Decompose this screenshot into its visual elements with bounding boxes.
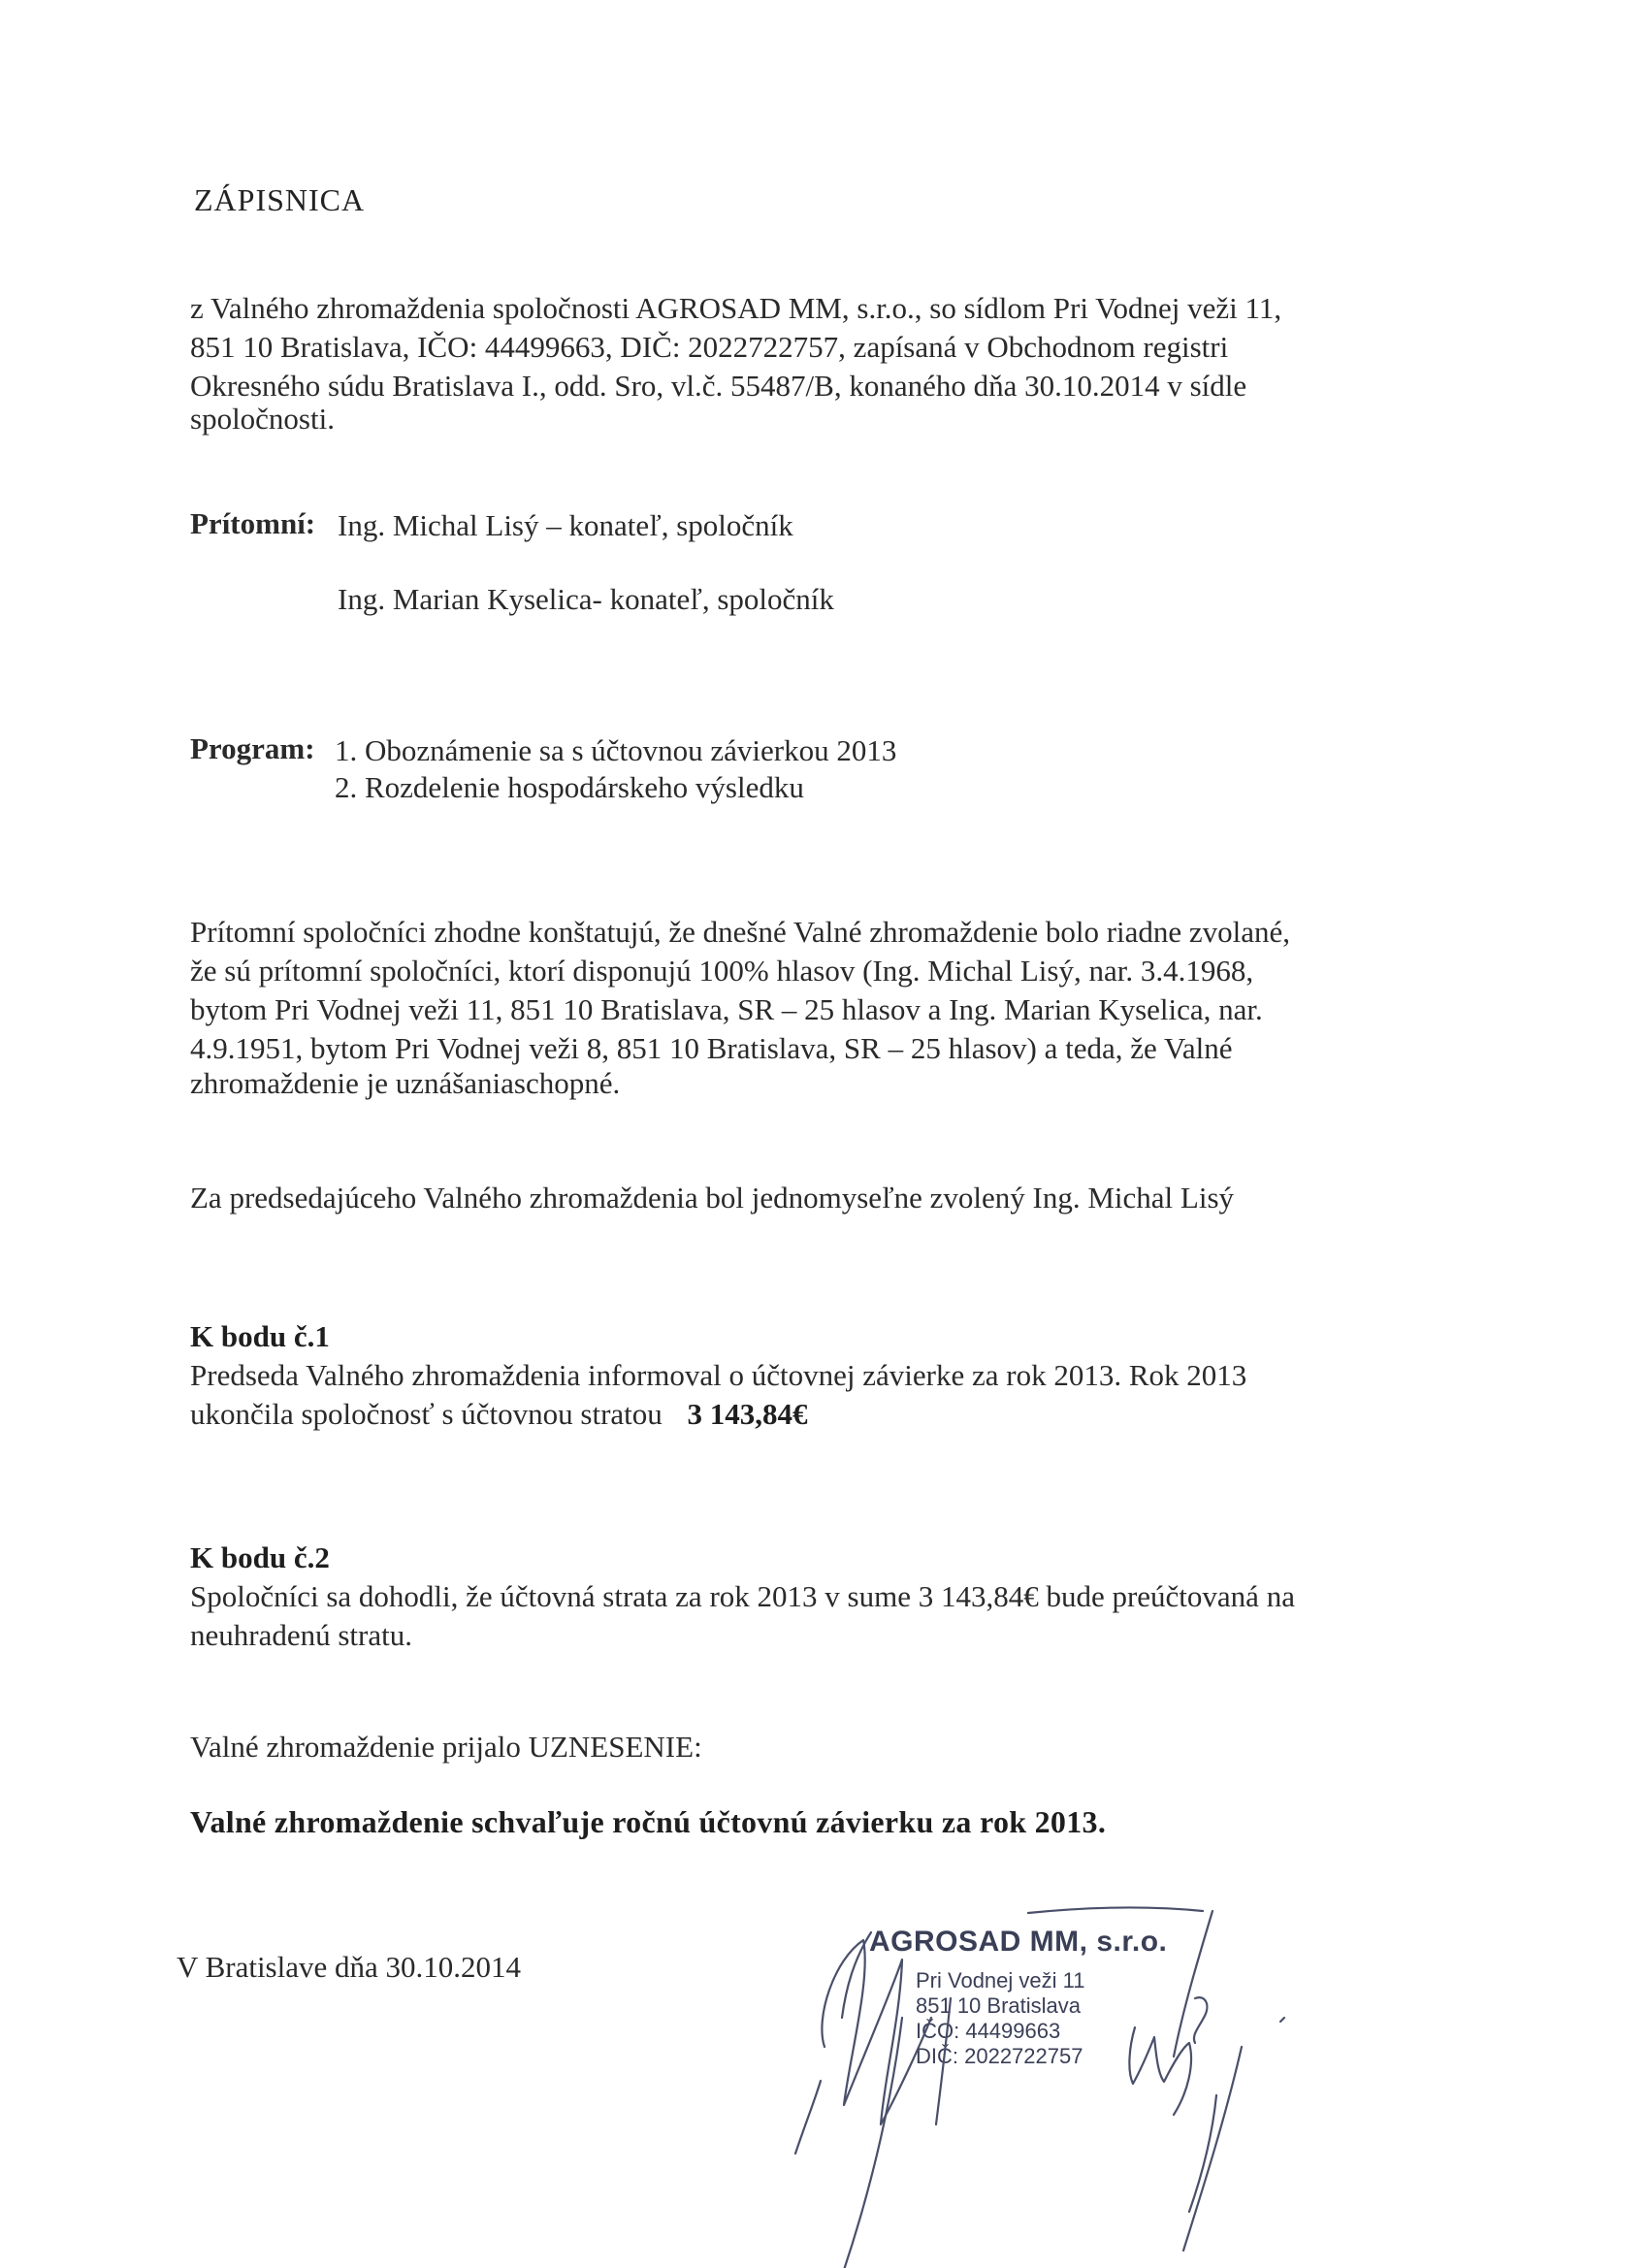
intro-line: 851 10 Bratislava, IČO: 44499663, DIČ: 2022722757, zapísaná v Obchodnom registri — [190, 330, 1229, 364]
stamp-address-line: Pri Vodnej veži 11 — [916, 1968, 1085, 1993]
point1-loss-amount: 3 143,84€ — [687, 1397, 808, 1431]
place-date: V Bratislave dňa 30.10.2014 — [177, 1950, 522, 1984]
quorum-line: 4.9.1951, bytom Pri Vodnej veži 8, 851 10 Bratislava, SR – 25 hlasov) a teda, že Valné — [190, 1031, 1233, 1065]
chair-statement: Za predsedajúceho Valného zhromaždenia bol jednomyseľne zvolený Ing. Michal Lisý — [190, 1181, 1235, 1215]
signature-left-stroke — [936, 1998, 951, 2124]
point2-line: neuhradenú stratu. — [190, 1618, 412, 1652]
signature-left — [822, 1940, 931, 2124]
stamp-address-line: 851 10 Bratislava — [916, 1993, 1081, 2018]
point1-line: Predseda Valného zhromaždenia informoval o účtovnej závierke za rok 2013. Rok 2013 — [190, 1358, 1247, 1392]
ink-dot — [1280, 2018, 1284, 2022]
resolution-intro: Valné zhromaždenie prijalo UZNESENIE: — [190, 1730, 702, 1764]
point1-heading: K bodu č.1 — [190, 1319, 330, 1353]
point1-loss-text: ukončila spoločnosť s účtovnou stratou — [190, 1397, 663, 1431]
resolution-text: Valné zhromaždenie schvaľuje ročnú účtovnú závierku za rok 2013. — [190, 1804, 1107, 1839]
present-label: Prítomní: — [190, 506, 316, 540]
intro-line: z Valného zhromaždenia spoločnosti AGROSAD MM, s.r.o., so sídlom Pri Vodnej veži 11, — [190, 291, 1282, 325]
intro-line: Okresného súdu Bratislava I., odd. Sro, vl.č. 55487/B, konaného dňa 30.10.2014 v sídle — [190, 369, 1247, 403]
point2-heading: K bodu č.2 — [190, 1540, 330, 1574]
stamp-ico: IČO: 44499663 — [916, 2019, 1061, 2043]
quorum-line: že sú prítomní spoločníci, ktorí disponujú 100% hlasov (Ing. Michal Lisý, nar. 3.4.1968, — [190, 954, 1254, 988]
signature-right — [1129, 2027, 1191, 2115]
intro-line: spoločnosti. — [190, 402, 335, 436]
program-item: 1. Oboznámenie sa s účtovnou závierkou 2013 — [335, 733, 897, 767]
stamp-dic: DIČ: 2022722757 — [916, 2044, 1083, 2068]
present-person: Ing. Marian Kyselica- konateľ, spoločník — [338, 582, 834, 616]
signature-right-stroke — [1194, 1997, 1207, 2043]
program-item: 2. Rozdelenie hospodárskeho výsledku — [335, 770, 804, 804]
quorum-line: zhromaždenie je uznášaniaschopné. — [190, 1066, 621, 1100]
present-person: Ing. Michal Lisý – konateľ, spoločník — [338, 508, 793, 542]
handwritten-signatures — [757, 1901, 1300, 2268]
quorum-line: bytom Pri Vodnej veži 11, 851 10 Bratislava, SR – 25 hlasov a Ing. Marian Kyselica, nar. — [190, 992, 1263, 1026]
signature-left-stroke — [795, 2081, 821, 2154]
stamp-border-right — [1174, 1911, 1212, 2057]
point1-line — [190, 1395, 808, 1434]
program-label: Program: — [190, 731, 315, 765]
stamp-border-top — [1028, 1907, 1203, 1913]
document-title: ZÁPISNICA — [194, 182, 366, 217]
stamp-company-name: AGROSAD MM, s.r.o. — [869, 1926, 1168, 1958]
quorum-line: Prítomní spoločníci zhodne konštatujú, že dnešné Valné zhromaždenie bolo riadne zvolané, — [190, 915, 1291, 949]
point2-line: Spoločníci sa dohodli, že účtovná strata za rok 2013 v sume 3 143,84€ bude preúčtovaná na — [190, 1579, 1295, 1613]
signature-right-tail — [1183, 2047, 1242, 2251]
signature-strokes — [795, 1907, 1284, 2268]
